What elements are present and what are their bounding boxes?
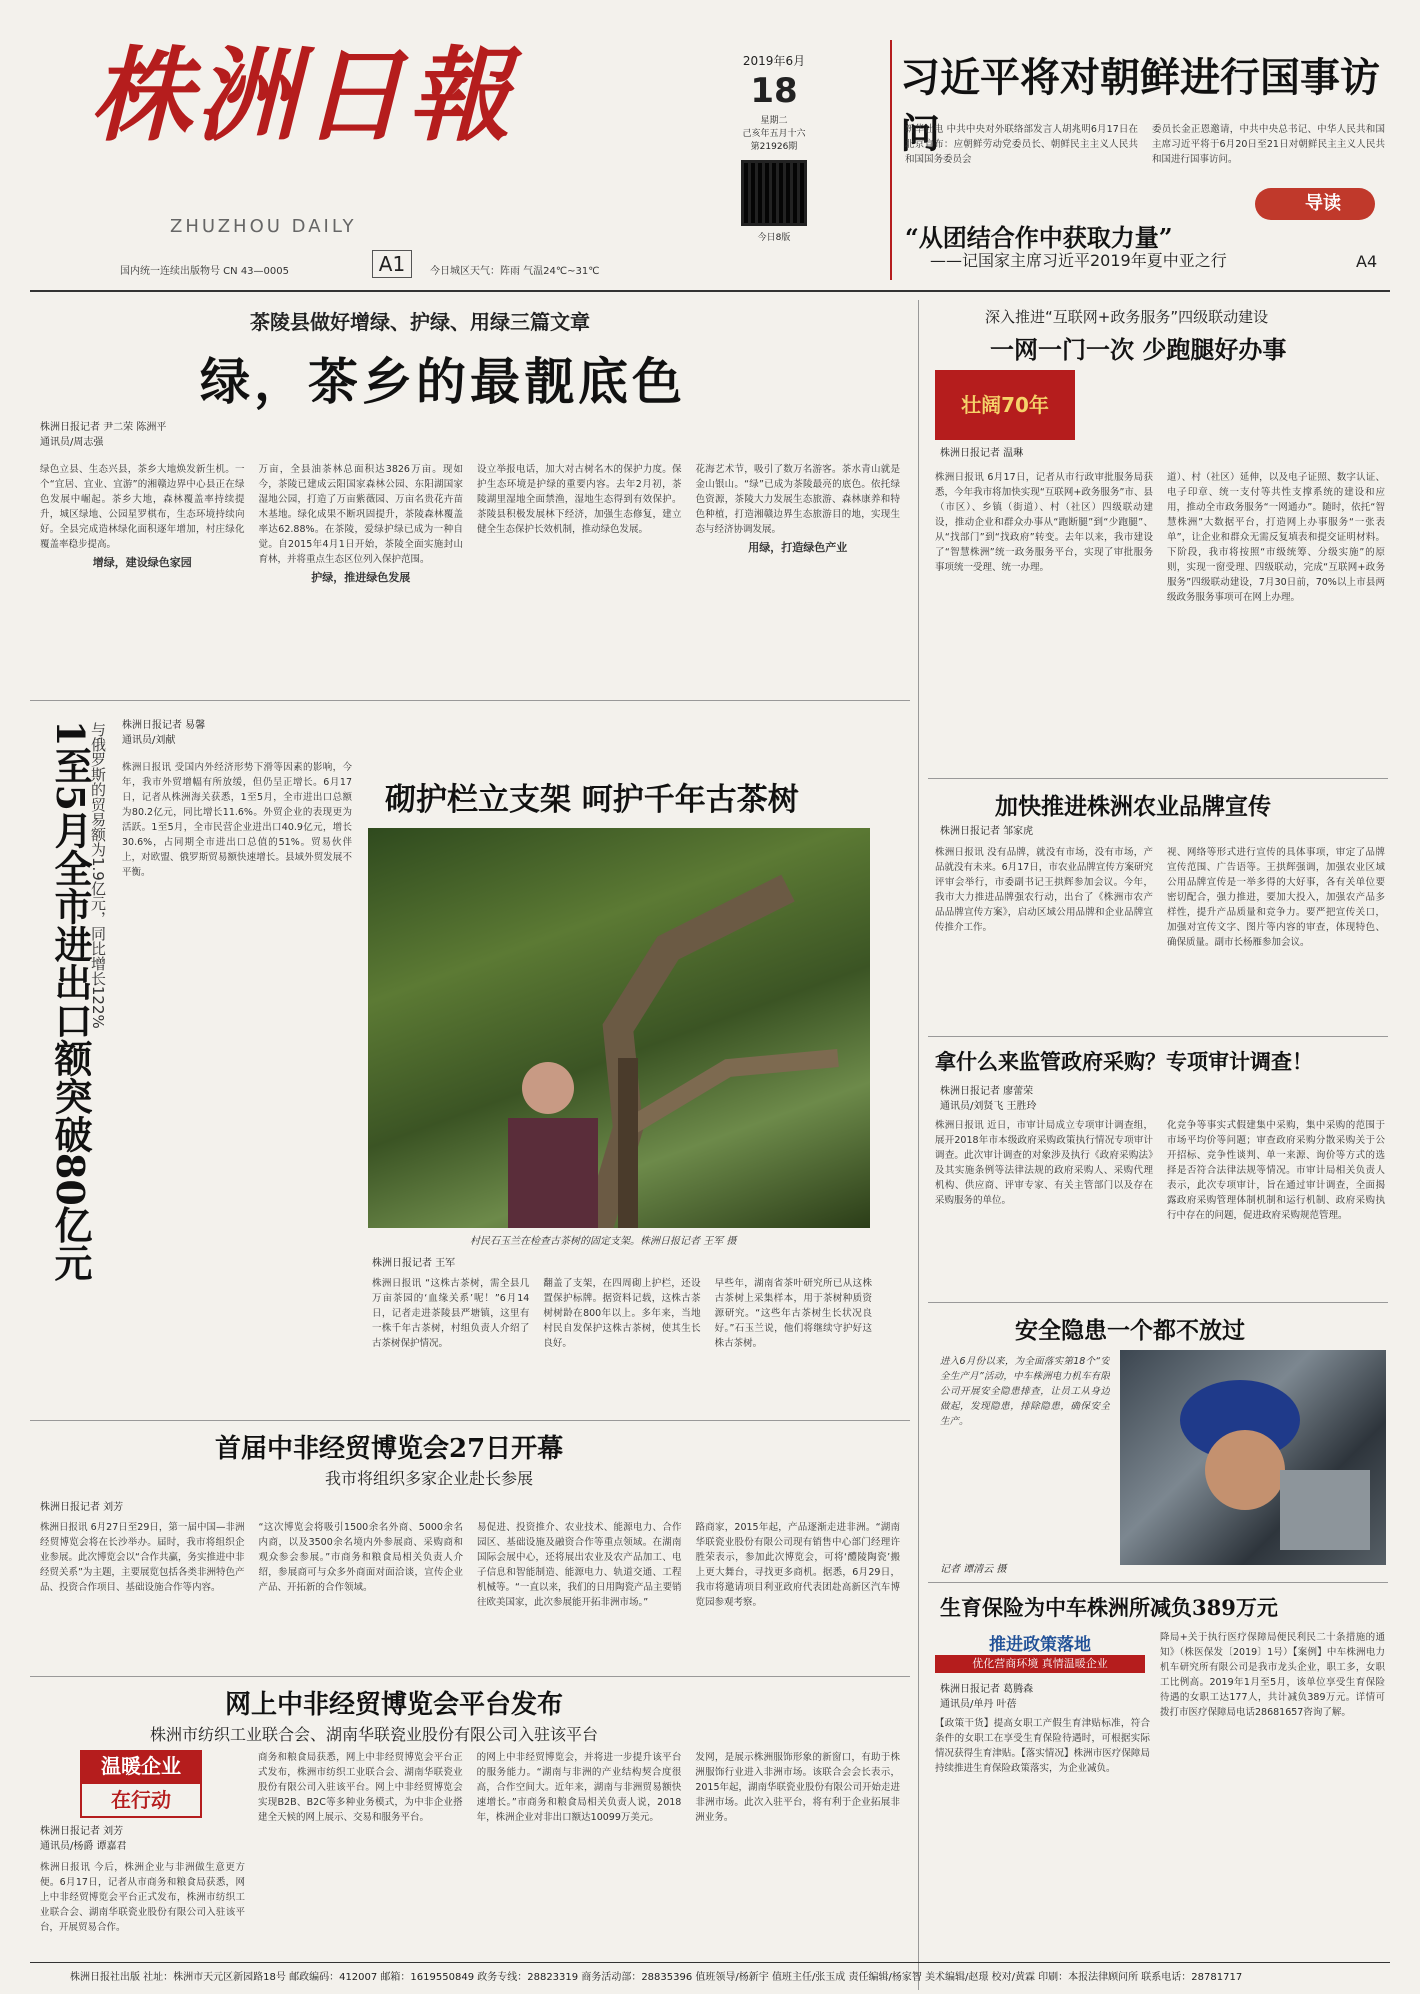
story9-col-3: 的网上中非经贸博览会，并将进一步提升该平台的服务能力。“湖南与非洲的产业结构契合度很高，合作空间大。近年来，湖南与非洲贸易额快速增长。”市商务和粮食局相关负责人说，2018年，株洲企业对非出口额达10099万美元。 [476,1752,682,1823]
photo-body [372,1276,872,1416]
story1-body [40,462,900,692]
story9-title: 网上中非经贸博览会平台发布 [225,1690,564,1720]
story7-badge-2: 优化营商环境 真情温暖企业 [935,1655,1145,1673]
story2-col-1: 株洲日报讯 受国内外经济形势下滑等因素的影响，今年，我市外贸增幅有所放缓，但仍呈正增长。6月17日，记者从株洲海关获悉，1至5月，全市进出口总额为80.2亿元，同比增长11.6%。外贸企业的表现更为活跃。1至5月，全市民营企业进出口40.9亿元，增长30.6%，占同期全市进出口总值的51%。贸易伙伴上，对欧盟、俄罗斯贸易额快速增长。县域外贸发展不平衡。 [122,762,352,878]
story3-col-1: 株洲日报讯 6月17日，记者从市行政审批服务局获悉，今年我市将加快实现“互联网+政务服务”市、县（市区）、乡镇（街道）、村（社区）四级联动建设，推动企业和群众办事从“跑断腿”到“少跑腿”、从“找部门”到“找政府”转变。去年以来，我市建设了“智慧株洲”统一政务服务平台，实现了审批服务事项统一受理、统一办理。 [935,472,1153,573]
photo-byline: 株洲日报记者 王军 [372,1258,456,1269]
today-pages: 今日8版 [757,233,791,243]
qr-code [741,160,807,226]
tree-branch [628,1058,838,1128]
story1-kicker: 茶陵县做好增绿、护绿、用绿三篇文章 [250,310,590,334]
date-day: 18 [750,71,798,111]
story7-byline [940,1682,1033,1712]
story7-byline-1: 株洲日报记者 葛腾森 [940,1684,1034,1695]
story9-badge-1: 温暖企业 [80,1750,202,1782]
story1-col-3: 设立举报电话，加大对古树名木的保护力度。保护生态环境是护绿的重要内容。去年2月初，茶陵湖里湿地全面禁渔，湿地生态得到有效保护。茶陵县积极发展林下经济，加强生态修复，建立健全生态保护长效机制，推动绿色发展。 [477,464,682,535]
photo-col-1: 株洲日报讯 “这株古茶树，需全县几万亩茶园的‘血缘关系’呢！”6月14日，记者走进茶陵县严塘镇，这里有一株千年古茶树，村组负责人介绍了古茶树保护情况。 [372,1278,530,1349]
story4-byline: 株洲日报记者 邹家虎 [940,826,1034,837]
story3-body [935,470,1385,770]
story8-col-4: 路商家，2015年起，产品逐渐走进非洲。“湖南华联瓷业股份有限公司现有销售中心部门经理许胜荣表示，参加此次博览会，可将‘醴陵陶瓷’搬上更大舞台，寻找更多商机。据悉，6月29日，我市将邀请项目利亚政府代表团赴高新区汽车博览园参观考察。 [695,1522,900,1608]
story3-byline: 株洲日报记者 温琳 [940,448,1024,459]
lead-col-1: 新华社电 中共中央对外联络部发言人胡兆明6月17日在北京宣布：应朝鲜劳动党委员长、朝鲜民主主义人民共和国国务委员会 [905,124,1138,165]
story3-kicker: 深入推进“互联网+政务服务”四级联动建设 [985,308,1269,326]
story9-body [258,1750,900,1960]
story1-sub-1: 增绿，建设绿色家园 [92,556,192,569]
story2-byline-1: 株洲日报记者 易馨 [122,720,206,731]
story4-col-2: 视、网络等形式进行宣传的具体事项，审定了品牌宣传范围、广告语等。王拱辉强调，加强农业区域公用品牌宣传是一举多得的大好事，各有关单位要密切配合，强力推进，要加大投入，加强农产品多样性，提升产品质量和竞争力。要严把宣传关口，加强对宣传文字、图片等内容的审查，体现特色、确保质量。副市长杨雁参加会议。 [1167,847,1385,948]
machinery [1280,1470,1370,1550]
story1-byline-1: 株洲日报记者 尹二荣 陈洲平 [40,422,167,433]
masthead-english: ZHUZHOU DAILY [170,216,357,237]
story9-byline [40,1824,127,1854]
date-ym: 2019年6月 [742,54,806,68]
story9-col-4: 发网，是展示株洲服饰形象的新窗口，有助于株洲服饰行业进入非洲市场。该联合会会长表示，2015年起，湖南华联瓷业股份有限公司开始走进非洲市场。此次入驻平台，将有利于企业拓展非洲业务。 [695,1752,900,1823]
story9-byline-2: 通讯员/杨爵 谭嘉君 [40,1841,127,1852]
story3-badge: 壮阔70年 [935,370,1075,440]
worker-photo [1120,1350,1386,1565]
story5-byline-1: 株洲日报记者 廖蕾荣 [940,1086,1034,1097]
story1-byline-2: 通讯员/周志强 [40,437,104,448]
story9-col-2: 商务和粮食局获悉，网上中非经贸博览会平台正式发布，株洲市纺织工业联合会、湖南华联瓷业股份有限公司入驻该平台。网上中非经贸博览会实现B2B、B2C等多种业务模式，为中非企业搭建全天候的网上展示、交易和服务平台。 [258,1752,463,1823]
story2-byline [122,718,205,748]
issue: 第21926期 [750,142,798,152]
story9-badge-2: 在行动 [80,1782,202,1818]
story5-byline [940,1084,1037,1114]
story6-caption: 进入6月份以来，为全面落实第18个“安全生产月”活动，中车株洲电力机车有限公司开展安全隐患排查，让员工从身边做起，发现隐患，排除隐患，确保安全生产。 [940,1356,1110,1427]
photo-title: 砌护栏立支架 呵护千年古茶树 [385,782,799,818]
photo-col-2: 翻盖了支架，在四周砌上护栏，还设置保护标牌。据资料记载，这株古茶树树龄在800年以上。多年来，当地村民自发保护这株古茶树，使其生长良好。 [543,1278,701,1349]
story8-byline: 株洲日报记者 刘芳 [40,1502,124,1513]
story8-body [40,1520,900,1670]
story4-body [935,845,1385,1030]
story7-badge [935,1630,1145,1676]
masthead-cn: 国内统一连续出版物号 CN 43—0005 [120,266,289,277]
story5-byline-2: 通讯员/刘贤飞 王胜玲 [940,1101,1037,1112]
story7-badge-1: 推进政策落地 [989,1635,1091,1655]
logo-text: 株洲日報 [90,36,514,156]
story8-col-1: 株洲日报讯 6月27日至29日，第一届中国—非洲经贸博览会将在长沙举办。届时，我市将组织企业参展。此次博览会以“合作共赢，务实推进中非经贸关系”为主题，主要展览包括各类非洲特色产品、投资合作项目、基础设施合作等内容。 [40,1522,245,1593]
lead-col-2: 委员长金正恩邀请，中共中央总书记、中华人民共和国主席习近平将于6月20日至21日对朝鲜民主主义人民共和国进行国事访问。 [1152,124,1385,165]
story2-title: 1至5月全市进出口额突破80亿元 [48,720,93,1282]
worker-illustration [1120,1350,1386,1565]
story1-col-1: 绿色立县、生态兴县，茶乡大地焕发新生机。一个“宜居、宜业、宜游”的湘赣边界中心县正在绿色发展中崛起。茶乡大地，森林覆盖率持续提升，城区绿地、公园星罗棋布，生态环境持续向好。全县完成造林绿化面积逐年增加，村庄绿化覆盖率稳步提高。 [40,464,245,550]
story4-col-1: 株洲日报讯 没有品牌，就没有市场，没有市场，产品就没有未来。6月17日，市农业品牌宣传方案研究评审会举行，市委副书记王拱辉参加会议。今年，我市大力推进品牌强农行动，出台了《株洲市农产品品牌宣传方案》，启动区域公用品牌和企业品牌宣传推介工作。 [935,847,1153,933]
story4-title: 加快推进株洲农业品牌宣传 [995,793,1271,820]
weekday: 星期二 [760,116,788,126]
guide-page: A4 [1356,252,1378,271]
story2-body [122,760,352,1410]
story9-col-1: 株洲日报讯 今后，株洲企业与非洲做生意更方便。6月17日，记者从市商务和粮食局获悉，网上中非经贸博览会平台正式发布，株洲市纺织工业联合会、湖南华联瓷业股份有限公司入驻该平台，开展贸易合作。 [40,1862,245,1933]
villager-body [508,1118,598,1228]
story1-sub-2: 护绿，推进绿色发展 [311,571,411,584]
guide-sub: ——记国家主席习近平2019年夏中亚之行 [930,251,1227,270]
story2-byline-2: 通讯员/刘献 [122,735,176,746]
tea-tree-illustration [368,828,870,1228]
lead-title: 习近平将对朝鲜进行国事访问 [900,54,1380,157]
story1-title: 绿，茶乡的最靓底色 [200,352,686,411]
story8-sub: 我市将组织多家企业赴长参展 [325,1469,534,1488]
page-number-badge: A1 [372,250,412,278]
story8-title: 首届中非经贸博览会27日开幕 [215,1434,564,1464]
story9-badge [80,1750,202,1820]
story1-sub-3: 用绿，打造绿色产业 [748,541,848,554]
story1-byline [40,420,166,450]
story3-col-2: 道）、村（社区）延伸，以及电子证照、数字认证、电子印章、统一支付等共性支撑系统的建设和应用，推动全市政务服务“一网通办”。随时，依托“智慧株洲”大数据平台，打造网上办事服务“一张表单”，让企业和群众无需反复填表和提交证明材料。下阶段，我市将按照“市级统筹、分级实施”的原则，实现一窗受理、四级联动，完成“互联网+政务服务”四级联动建设，7月30日前，70%以上市县两级政务服务事项可在网上办理。 [1167,472,1385,603]
story6-title: 安全隐患一个都不放过 [1015,1317,1245,1344]
story8-col-2: “这次博览会将吸引1500余名外商、5000余名内商，以及3500余名境内外参展商、采购商和观众参会参展。”市商务和粮食局相关负责人介绍，参展商可与众多外商面对面洽谈，宣传企业产品、开拓新的合作领域。 [258,1522,463,1593]
story3-title: 一网一门一次 少跑腿好办事 [990,335,1287,364]
story5-col-2: 化竞争等事实式假建集中采购，集中采购的范围于市场平均价等问题；审查政府采购分散采购关于公开招标、竞争性谈判、单一来源、询价等方式的选择是否符合法律法规等情况。市审计局相关负责人表示，此次专项审计，旨在通过审计调查，全面揭露政府采购管理体制机制和运行机制、政府采购执行中存在的问题，促进政府采购规范管理。 [1167,1120,1385,1221]
story5-col-1: 株洲日报讯 近日，市审计局成立专项审计调查组，展开2018年市本级政府采购政策执行情况专项审计调查。此次审计调查的对象涉及执行《政府采购法》及其实施条例等法律法规的政府采购人、采购代理机构、供应商、评审专家、有关主管部门以及存在采购服务的单位。 [935,1120,1153,1206]
footer: 株洲日报社出版 社址：株洲市天元区新园路18号 邮政编码：412007 邮箱：1619550849 政务专线：28823319 商务活动部：28835396 值班领导/杨新宇 值班主任/张玉成 责任编辑/杨家智 美术编辑/赵璟 校对/黄霖 印刷：本报法律顾问所 联系电话：28781717 [70,1972,1243,1983]
story9-sub: 株洲市纺织工业联合会、湖南华联瓷业股份有限公司入驻该平台 [150,1725,599,1744]
guide-title: “从团结合作中获取力量” [905,223,1173,252]
date-box [725,52,823,264]
guide-badge [1255,188,1375,220]
story1-col-4: 花海艺术节，吸引了数万名游客。茶水青山就是金山银山。“绿”已成为茶陵最亮的底色。依托绿色资源，茶陵大力发展生态旅游、森林康养和特色种植，打造湘赣边界生态旅游目的地，实现生态与经济协调发展。 [695,464,900,535]
weather: 今日城区天气：阵雨 气温24℃~31℃ [430,266,600,277]
story6-credit: 记者 谭清云 摄 [940,1564,1007,1575]
guide-badge-label: 导读 [1305,193,1341,214]
photo-col-3: 早些年，湖南省茶叶研究所已从这株古茶树上采集样本，用于茶树种质资源研究。“这些年古茶树生长状况良好。”石玉兰说，他们将继续守护好这株古茶树。 [714,1278,872,1349]
story2-deck: 与俄罗斯的贸易额为1.9亿元，同比增长122% [89,722,107,1029]
story7-byline-2: 通讯员/单丹 叶蓓 [940,1699,1017,1710]
photo-caption: 村民石玉兰在检查古茶树的固定支架。株洲日报记者 王军 摄 [470,1236,737,1247]
story7-title: 生育保险为中车株洲所减负389万元 [940,1595,1278,1620]
story5-body [935,1118,1385,1298]
worker-face [1205,1430,1285,1510]
lunar: 己亥年五月十六 [742,129,806,139]
tea-tree-photo [368,828,870,1228]
story8-col-3: 易促进、投资推介、农业技术、能源电力、合作园区、基础设施及融资合作等重点领域。在湖南国际会展中心，还将展出农业及农产品加工、电子信息和智能制造、能源电力、轨道交通、工程机械等。“一直以来，我们的日用陶瓷产品主要销往欧美国家，此次参展能开拓非洲市场。” [477,1522,682,1608]
story9-byline-1: 株洲日报记者 刘芳 [40,1826,124,1837]
support-post [618,1058,638,1228]
story1-col-2: 万亩，全县油茶林总面积达3826万亩。现如今，茶陵已建成云阳国家森林公园、东阳湖国家湿地公园，打造了万亩紫薇园、万亩名贵花卉苗木基地。绿化成果不断巩固提升，茶陵森林覆盖率达62.88%。在茶陵，爱绿护绿已成为一种自觉。自2015年4月1日开始，茶陵全面实施封山育林，并将重点生态区位列入保护范围。 [258,464,463,565]
story7-col-1: 【政策干货】提高女职工产假生育津贴标准，符合条件的女职工在享受生育保险待遇时，可根据实际情况获得生育津贴。【落实情况】株洲市医疗保障局持续推进生育保险政策落实，为企业减负。 [935,1718,1150,1774]
masthead-logo [90,36,620,156]
villager-face [522,1062,574,1114]
story5-title: 拿什么来监管政府采购？专项审计调查！ [935,1049,1313,1074]
story7-col-2: 降局+关于执行医疗保障局便民利民二十条措施的通知》（株医保发〔2019〕1号）【案例】中车株洲电力机车研究所有限公司是我市龙头企业，职工多，女职工比例高。2019年1月至5月，该单位享受生育保险待遇的女职工达177人，共计减负389万元。详情可拨打市医疗保障局电话28681657咨询了解。 [1160,1632,1385,1718]
lead-body [905,122,1385,167]
